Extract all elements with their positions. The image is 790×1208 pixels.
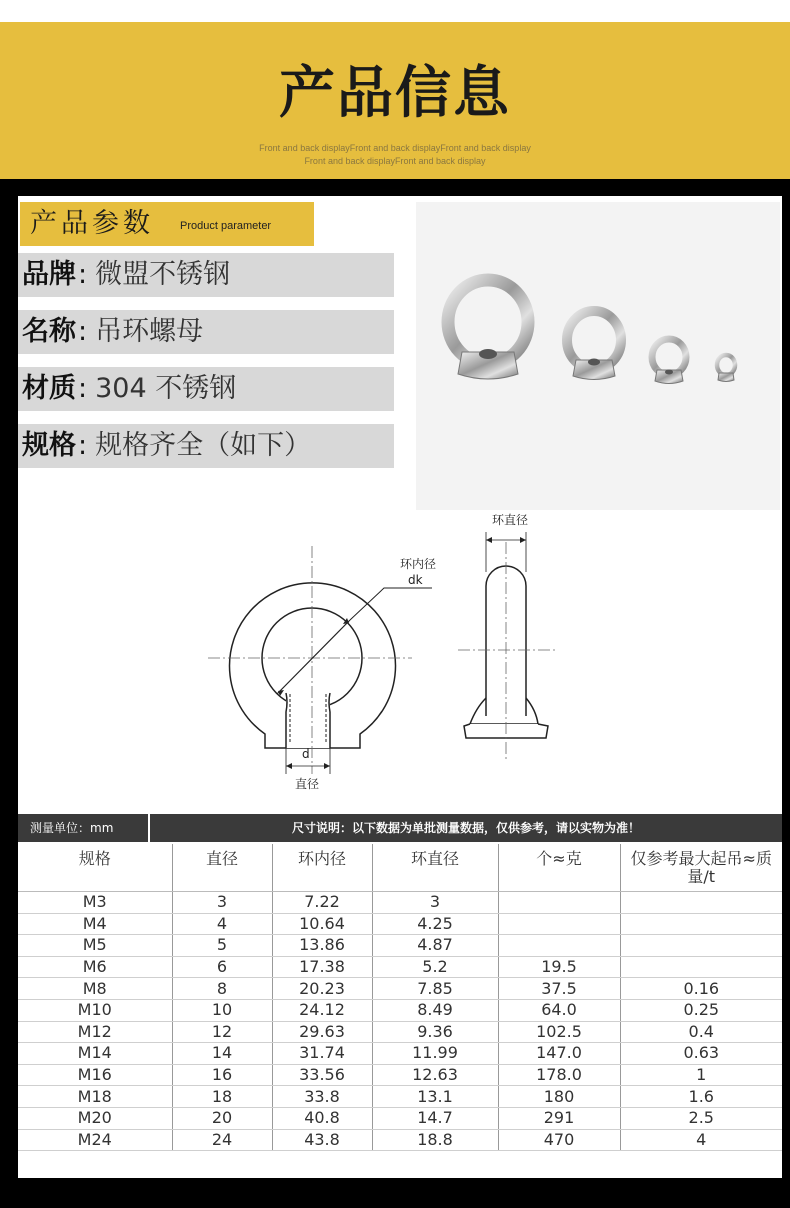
table-cell: M12: [18, 1021, 172, 1043]
header-subtitle: [0, 142, 790, 168]
table-cell: 147.0: [498, 1043, 620, 1065]
table-cell: 33.56: [272, 1064, 372, 1086]
table-cell: 19.5: [498, 956, 620, 978]
param-key: 规格: [22, 430, 76, 461]
param-value: 规格齐全（如下）: [95, 430, 312, 461]
header-banner: [0, 22, 790, 179]
table-row: [18, 913, 782, 935]
table-cell: 0.63: [620, 1043, 782, 1065]
table-cell: M16: [18, 1064, 172, 1086]
table-cell: M20: [18, 1107, 172, 1129]
table-cell: 3: [372, 892, 498, 914]
table-cell: 4: [620, 1129, 782, 1151]
label-ring-diameter: 环直径: [492, 513, 529, 527]
table-cell: 20: [172, 1107, 272, 1129]
header-subtitle-line2: Front and back displayFront and back display: [304, 156, 486, 166]
table-cell: 3: [172, 892, 272, 914]
col-header: 规格: [18, 844, 172, 892]
param-row-brand: [18, 253, 394, 297]
table-row: [18, 1086, 782, 1108]
eye-nut-medium: [567, 311, 621, 380]
table-cell: 10.64: [272, 913, 372, 935]
side-view: [458, 532, 558, 762]
param-heading-en: Product parameter: [180, 220, 272, 232]
table-cell: 4: [172, 913, 272, 935]
table-caption-bar: [18, 814, 782, 842]
param-heading-zh: 产品参数: [30, 208, 154, 239]
param-sep: :: [78, 316, 88, 347]
label-dk: dk: [408, 573, 423, 587]
table-cell: 16: [172, 1064, 272, 1086]
table-row: [18, 1064, 782, 1086]
table-cell: 2.5: [620, 1107, 782, 1129]
eye-nut-small: [652, 339, 686, 384]
table-row: [18, 1129, 782, 1151]
table-cell: 180: [498, 1086, 620, 1108]
table-row: [18, 1043, 782, 1065]
table-cell: 43.8: [272, 1129, 372, 1151]
table-cell: 13.86: [272, 935, 372, 957]
table-cell: 31.74: [272, 1043, 372, 1065]
header-subtitle-line1: Front and back displayFront and back displayFront and back display: [259, 143, 531, 153]
table-row: [18, 935, 782, 957]
param-key: 品牌: [22, 259, 76, 290]
table-cell: [620, 956, 782, 978]
table-cell: 6: [172, 956, 272, 978]
table-cell: M10: [18, 999, 172, 1021]
col-header: 个≈克: [498, 844, 620, 892]
table-cell: 20.23: [272, 978, 372, 1000]
table-row: [18, 1107, 782, 1129]
table-note: 尺寸说明：以下数据为单批测量数据，仅供参考，请以实物为准！: [291, 821, 640, 835]
table-cell: 13.1: [372, 1086, 498, 1108]
table-cell: 12: [172, 1021, 272, 1043]
table-cell: 12.63: [372, 1064, 498, 1086]
table-cell: 8: [172, 978, 272, 1000]
page-title: 产品信息: [279, 61, 511, 126]
table-cell: M6: [18, 956, 172, 978]
table-cell: M14: [18, 1043, 172, 1065]
col-header: 环内径: [272, 844, 372, 892]
param-row-spec: [18, 424, 394, 468]
dimension-diagram: [18, 512, 782, 812]
table-cell: 14: [172, 1043, 272, 1065]
table-cell: [498, 892, 620, 914]
table-cell: 5: [172, 935, 272, 957]
product-photo: [416, 202, 780, 510]
eye-nut-tiny: [717, 355, 735, 382]
table-cell: 0.25: [620, 999, 782, 1021]
param-key: 名称: [22, 316, 76, 347]
table-row: [18, 999, 782, 1021]
table-row: [18, 956, 782, 978]
table-cell: 1: [620, 1064, 782, 1086]
param-sep: :: [78, 430, 88, 461]
table-cell: [620, 892, 782, 914]
table-cell: [620, 935, 782, 957]
col-header: 仅参考最大起吊≈质量/t: [620, 844, 782, 892]
eye-nuts-illustration: [416, 202, 780, 510]
table-cell: [498, 935, 620, 957]
param-value: 微盟不锈钢: [95, 259, 231, 290]
table-cell: 18.8: [372, 1129, 498, 1151]
table-cell: M3: [18, 892, 172, 914]
label-diameter: 直径: [295, 777, 320, 791]
content-panel: [18, 196, 782, 1178]
front-view-outline: [208, 546, 432, 774]
table-cell: [498, 913, 620, 935]
table-cell: 29.63: [272, 1021, 372, 1043]
table-cell: 4.25: [372, 913, 498, 935]
table-cell: 9.36: [372, 1021, 498, 1043]
table-cell: 10: [172, 999, 272, 1021]
table-cell: 11.99: [372, 1043, 498, 1065]
table-cell: 0.16: [620, 978, 782, 1000]
eye-nut-technical-drawing: [18, 512, 782, 812]
table-cell: 18: [172, 1086, 272, 1108]
param-heading: [20, 202, 314, 246]
table-cell: 33.8: [272, 1086, 372, 1108]
table-cell: 0.4: [620, 1021, 782, 1043]
table-cell: M5: [18, 935, 172, 957]
param-row-material: [18, 367, 394, 411]
label-d: d: [302, 747, 310, 761]
top-strip: [0, 0, 790, 22]
table-row: [18, 978, 782, 1000]
table-cell: M18: [18, 1086, 172, 1108]
eye-nut-large: [448, 280, 528, 379]
table-cell: 17.38: [272, 956, 372, 978]
table-cell: M24: [18, 1129, 172, 1151]
table-cell: 37.5: [498, 978, 620, 1000]
table-cell: M8: [18, 978, 172, 1000]
col-header: 直径: [172, 844, 272, 892]
table-cell: 24: [172, 1129, 272, 1151]
param-value: 304 不锈钢: [95, 373, 237, 404]
spec-table: [18, 844, 782, 1151]
table-cell: 291: [498, 1107, 620, 1129]
table-cell: 40.8: [272, 1107, 372, 1129]
table-cell: 5.2: [372, 956, 498, 978]
param-key: 材质: [22, 373, 76, 404]
table-cell: 1.6: [620, 1086, 782, 1108]
table-row: [18, 892, 782, 914]
table-cell: 7.85: [372, 978, 498, 1000]
table-cell: 4.87: [372, 935, 498, 957]
table-header-row: [18, 844, 782, 892]
table-body: [18, 892, 782, 1151]
table-cell: 178.0: [498, 1064, 620, 1086]
col-header: 环直径: [372, 844, 498, 892]
param-value: 吊环螺母: [95, 316, 204, 347]
table-row: [18, 1021, 782, 1043]
table-cell: 8.49: [372, 999, 498, 1021]
table-cell: 24.12: [272, 999, 372, 1021]
units-label: 测量单位：mm: [18, 814, 150, 842]
table-cell: 7.22: [272, 892, 372, 914]
label-ring-inner: 环内径: [400, 557, 437, 571]
table-cell: 64.0: [498, 999, 620, 1021]
table-cell: 470: [498, 1129, 620, 1151]
param-sep: :: [78, 259, 88, 290]
table-cell: [620, 913, 782, 935]
table-cell: 14.7: [372, 1107, 498, 1129]
table-cell: M4: [18, 913, 172, 935]
param-row-name: [18, 310, 394, 354]
table-cell: 102.5: [498, 1021, 620, 1043]
param-sep: :: [78, 373, 88, 404]
